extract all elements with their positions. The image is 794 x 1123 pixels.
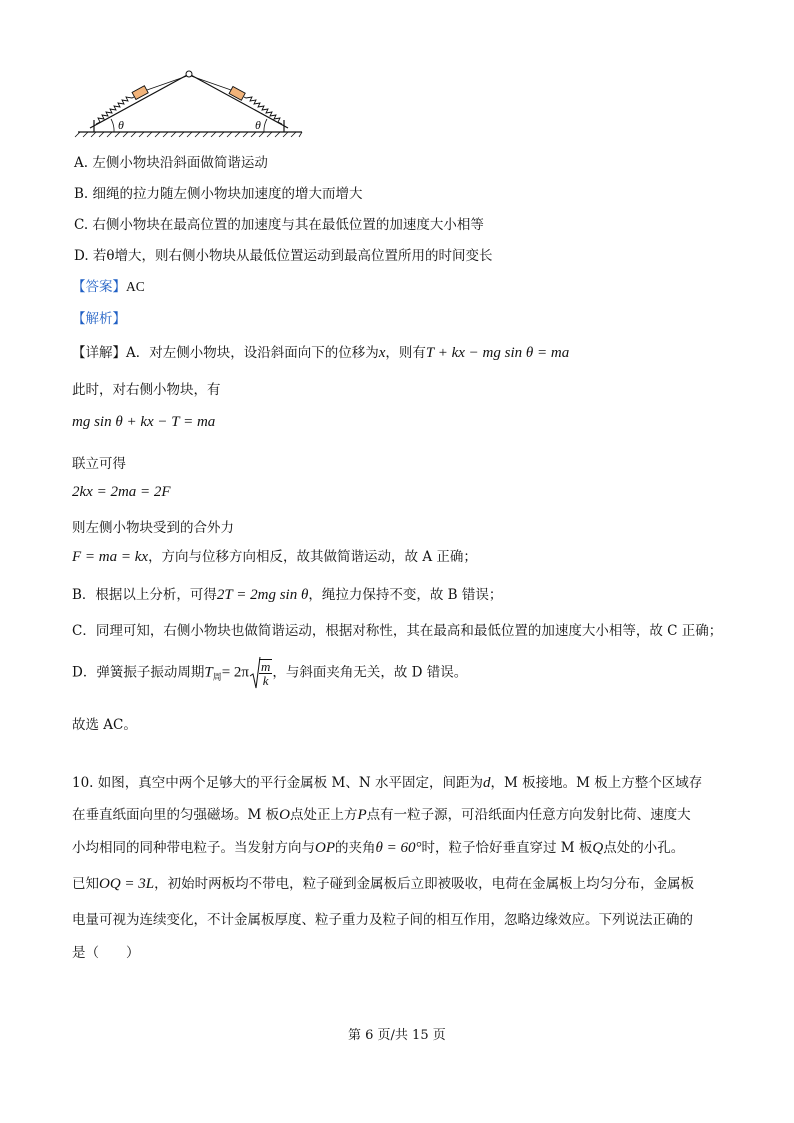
detail-line8-prefix: B．根据以上分析，可得 bbox=[72, 587, 217, 603]
q10-l2-end: 点有一粒子源，可沿纸面内任意方向发射比荷、速度大 bbox=[366, 807, 691, 823]
question10-line-1 bbox=[72, 771, 702, 792]
detail-line-8 bbox=[72, 583, 502, 604]
q10-angle-eq: θ = 60° bbox=[375, 840, 422, 856]
answer-line bbox=[72, 275, 145, 295]
answer-value: AC bbox=[126, 279, 145, 294]
answer-label: 【答案】 bbox=[72, 279, 126, 295]
page-footer: 第 6 页/共 15 页 bbox=[348, 1028, 446, 1043]
option-d: D. 若θ增大，则右侧小物块从最低位置运动到最高位置所用的时间变长 bbox=[74, 248, 493, 264]
detail-line-4: 联立可得 bbox=[72, 456, 126, 472]
q10-l2-mid: 点处正上方 bbox=[289, 807, 358, 823]
equation-net-force: F = ma = kx bbox=[72, 549, 149, 565]
question10-line-2 bbox=[72, 803, 691, 824]
period-subscript: 周 bbox=[212, 673, 222, 684]
q10-l3-c: 时，粒子恰好垂直穿过 M 板 bbox=[421, 840, 593, 856]
q10-point-o: O bbox=[279, 807, 290, 823]
detail-line7-text: ，方向与位移方向相反，故其做简谐运动，故 A 正确； bbox=[148, 549, 477, 565]
sqrt-icon bbox=[249, 656, 261, 690]
q10-l3-d: 点处的小孔。 bbox=[603, 840, 685, 856]
q10-l3-a: 小均相同的同种带电粒子。当发射方向与 bbox=[72, 840, 315, 856]
option-c: C. 右侧小物块在最高位置的加速度与其在最低位置的加速度大小相等 bbox=[74, 217, 484, 233]
detail-line-2: 此时，对右侧小物块，有 bbox=[72, 382, 221, 398]
equation-combined: 2kx = 2ma = 2F bbox=[72, 484, 171, 500]
detail-line-10 bbox=[72, 656, 467, 693]
q10-l4-b: ，初始时两板均不带电，粒子碰到金属板后立即被吸收，电荷在金属板上均匀分布，金属板 bbox=[154, 876, 695, 892]
detail-line1-prefix: 【详解】A．对左侧小物块，设沿斜面向下的位移为 bbox=[72, 345, 379, 361]
q10-l1: 10. 如图，真空中两个足够大的平行金属板 M、N 水平固定，间距为 bbox=[72, 775, 483, 791]
q10-l2: 在垂直纸面向里的匀强磁场。M 板 bbox=[72, 807, 280, 823]
q10-var-d: d bbox=[482, 775, 491, 791]
incline-spring-figure bbox=[74, 66, 314, 138]
option-b: B. 细绳的拉力随左侧小物块加速度的增大而增大 bbox=[74, 186, 363, 202]
option-a: A. 左侧小物块沿斜面做简谐运动 bbox=[74, 155, 268, 171]
period-coefficient: = 2π bbox=[221, 664, 249, 681]
period-symbol: T bbox=[204, 664, 213, 681]
detail-line8-suffix: ，绳拉力保持不变，故 B 错误； bbox=[308, 587, 503, 603]
analysis-label: 【解析】 bbox=[72, 311, 126, 327]
equation-right-block: mg sin θ + kx − T = ma bbox=[72, 414, 216, 430]
q10-op: OP bbox=[315, 840, 335, 856]
detail-line-6: 则左侧小物块受到的合外力 bbox=[72, 520, 234, 536]
equation-tension: 2T = 2mg sin θ bbox=[216, 587, 309, 603]
q10-point-p: P bbox=[357, 807, 367, 823]
angle-theta-left: θ bbox=[118, 118, 124, 132]
sqrt-fraction bbox=[259, 659, 272, 687]
detail-line-7 bbox=[72, 545, 477, 566]
question10-line-5: 电量可视为连续变化，不计金属板厚度、粒子重力及粒子间的相互作用，忽略边缘效应。下列说法正确的 bbox=[72, 912, 693, 928]
angle-theta-right: θ bbox=[255, 118, 261, 132]
detail-line1-var: x bbox=[378, 345, 386, 361]
detail-line-11: 故选 AC。 bbox=[72, 717, 137, 733]
detail-line10-prefix: D．弹簧振子振动周期 bbox=[72, 664, 205, 681]
detail-line10-suffix: ，与斜面夹角无关，故 D 错误。 bbox=[272, 664, 468, 681]
question10-line-4 bbox=[72, 872, 694, 893]
fraction-numerator: m bbox=[260, 659, 271, 674]
q10-l1-end: ，M 板接地。M 板上方整个区域存 bbox=[490, 775, 703, 791]
question10-line-3 bbox=[72, 836, 684, 857]
question10-line-6: 是（ ） bbox=[72, 945, 140, 961]
equation-left-block: T + kx − mg sin θ = ma bbox=[425, 345, 570, 361]
q10-oq-eq: OQ = 3L bbox=[99, 876, 155, 892]
detail-line-1 bbox=[72, 341, 569, 362]
detail-line1-mid: ，则有 bbox=[385, 345, 426, 361]
detail-line-9: C．同理可知，右侧小物块也做简谐运动，根据对称性，其在最高和最低位置的加速度大小相等，故 C 正确； bbox=[72, 623, 723, 639]
q10-l3-b: 的夹角 bbox=[335, 840, 376, 856]
q10-l4-a: 已知 bbox=[72, 876, 99, 892]
q10-point-q: Q bbox=[592, 840, 604, 856]
fraction-denominator: k bbox=[262, 673, 269, 688]
